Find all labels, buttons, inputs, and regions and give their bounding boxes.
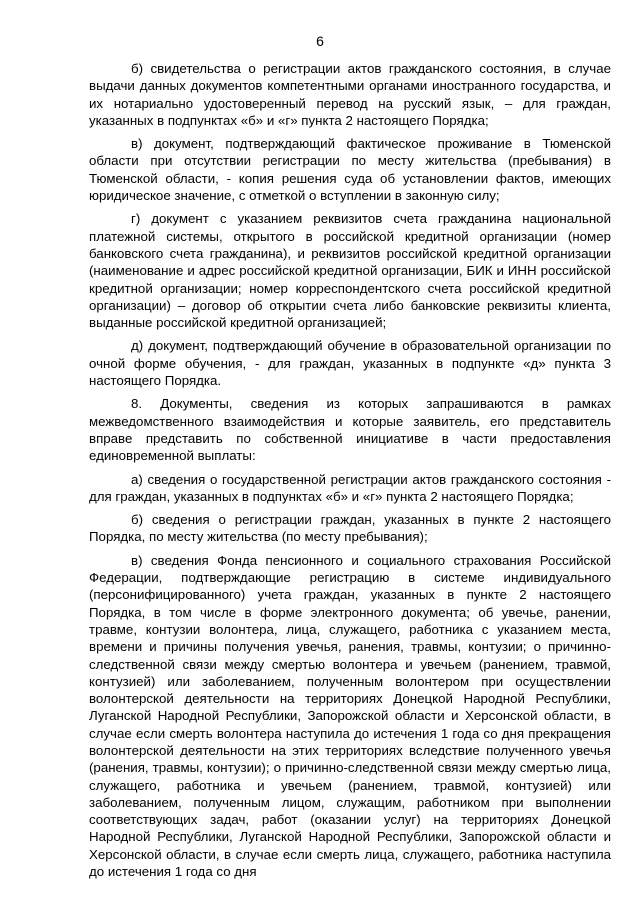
paragraph-8: 8. Документы, сведения из которых запрашиваются в рамках межведомственного взаимодействия и которые заявитель, его представитель вправе представить по собственной инициативе в части предоставления единовременной выплаты: [89,396,611,464]
paragraph-8b: б) сведения о регистрации граждан, указанных в пункте 2 настоящего Порядка, по месту жительства (по месту пребывания); [89,512,611,545]
paragraph-7b: б) свидетельства о регистрации актов гражданского состояния, в случае выдачи данных документов компетентными органами иностранного государства, и их нотариально удостоверенный перевод на русский язык, – для граждан, указанных в подпунктах «б» и «г» пункта 2 настоящего Порядка; [89,61,611,128]
paragraph-7g: г) документ с указанием реквизитов счета гражданина национальной платежной системы, открытого в российской кредитной организации (номер банковского счета гражданина), и реквизитов российской кредитной организации (наименование и адрес российской кредитной организации, БИК и ИНН российской кредитной организации; номер корреспондентского счета российской кредитной организации) – договор об открытии счета либо банковские реквизиты клиента, выданные российской кредитной организацией; [89,211,611,331]
paragraph-7v: в) документ, подтверждающий фактическое проживание в Тюменской области при отсутствии регистрации по месту жительства (пребывания) в Тюменской области, - копия решения суда об установлении фактов, имеющих юридическое значение, с отметкой о вступлении в законную силу; [89,136,611,204]
paragraph-7d: д) документ, подтверждающий обучение в образовательной организации по очной форме обучения, - для граждан, указанных в подпункте «д» пункта 3 настоящего Порядка. [89,338,611,389]
paragraph-8a: а) сведения о государственной регистрации актов гражданского состояния - для граждан, указанных в подпунктах «б» и «г» пункта 2 настоящего Порядка; [89,471,611,504]
paragraph-8v: в) сведения Фонда пенсионного и социального страхования Российской Федерации, подтверждающие регистрацию в системе индивидуального (персонифицированного) учета граждан, указанных в пункте 2 настоящего Порядка, в том числе в форме электронного документа; об увечье, ранении, травме, контузии волонтера, лица, служащего, работника с указанием места, времени и причины получения увечья, ранения, травмы, контузии; о причинно-следственной связи между смертью волонтера и увечьем (ранением, травмой, контузией) или заболеванием, полученным волонтером при осуществлении волонтерской деятельности на территориях Донецкой Народной Республики, Луганской Народной Республики, Запорожской области и Херсонской области, в случае если смерть волонтера наступила до истечения 1 года со дня прекращения волонтерской деятельности на этих территориях вследствие полученного увечья (ранения, травмы, контузии); о причинно-следственной связи между смертью лица, служащего, работника и увечьем (ранением, травмой, контузией) или заболеванием, полученным лицом, служащим, работником при выполнении соответствующих задач, работ (оказании услуг) на территориях Донецкой Народной Республики, Луганской Народной Республики, Запорожской области и Херсонской области, в случае если смерть лица, служащего, работника наступила до истечения 1 года со дня [89,552,611,880]
page-number: 6 [316,33,324,49]
document-body [89,60,611,886]
